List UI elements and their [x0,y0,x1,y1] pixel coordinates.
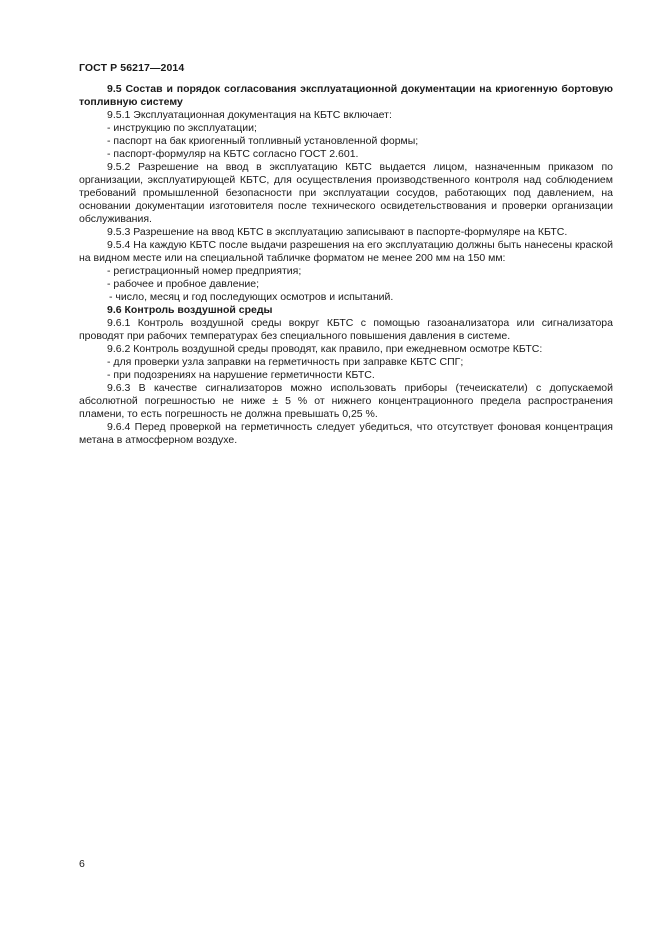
list-item: - при подозрениях на нарушение герметичности КБТС. [107,369,375,381]
paragraph-9-5-1: 9.5.1 Эксплуатационная документация на КБТС включает: [107,109,392,121]
list-item: - регистрационный номер предприятия; [107,265,302,277]
section-9-6-title: 9.6 Контроль воздушной среды [107,304,273,316]
page-number: 6 [79,858,85,870]
list-item: - рабочее и пробное давление; [107,278,260,290]
paragraph-9-5-3: 9.5.3 Разрешение на ввод КБТС в эксплуатацию записывают в паспорте-формуляре на КБТС. [107,226,568,238]
paragraph-9-6-1: 9.6.1 Контроль воздушной среды вокруг КБТС с помощью газоанализатора или сигнализатора проводят при рабочих температурах без специального повышения давления в системе. [79,317,613,342]
paragraph-9-6-2: 9.6.2 Контроль воздушной среды проводят, как правило, при ежедневном осмотре КБТС: [107,343,543,355]
list-item: - число, месяц и год последующих осмотров и испытаний. [109,291,394,303]
paragraph-9-6-4: 9.6.4 Перед проверкой на герметичность следует убедиться, что отсутствует фоновая концентрация метана в атмосферном воздухе. [79,421,613,446]
list-item: - инструкцию по эксплуатации; [107,122,257,134]
paragraph-9-6-3: 9.6.3 В качестве сигнализаторов можно использовать приборы (течеискатели) с допускаемой абсолютной погрешностью не ниже ± 5 % от нижнего концентрационного предела распространения пламени, то есть погрешность не должна превышать 0,25 %. [79,382,613,420]
list-item: - для проверки узла заправки на герметичность при заправке КБТС СПГ; [107,356,464,368]
paragraph-9-5-2: 9.5.2 Разрешение на ввод в эксплуатацию КБТС выдается лицом, назначенным приказом по организации, эксплуатирующей КБТС, для осуществления производственного контроля над соблюдением требований промышленной безопасности при эксплуатации сосудов, работающих под давлением, на основании документации изготовителя после технического освидетельствования и проверки организации обслуживания. [79,161,613,225]
paragraph-9-5-4: 9.5.4 На каждую КБТС после выдачи разрешения на его эксплуатацию должны быть нанесены краской на видном месте или на специальной табличке форматом не менее 200 мм на 150 мм: [79,239,613,264]
standard-header: ГОСТ Р 56217—2014 [79,62,185,74]
list-item: - паспорт на бак криогенный топливный установленной формы; [107,135,419,147]
list-item: - паспорт-формуляр на КБТС согласно ГОСТ 2.601. [107,148,359,160]
document-body [79,83,613,447]
section-9-5-title: 9.5 Состав и порядок согласования эксплуатационной документации на криогенную бортовую топливную систему [79,83,613,108]
